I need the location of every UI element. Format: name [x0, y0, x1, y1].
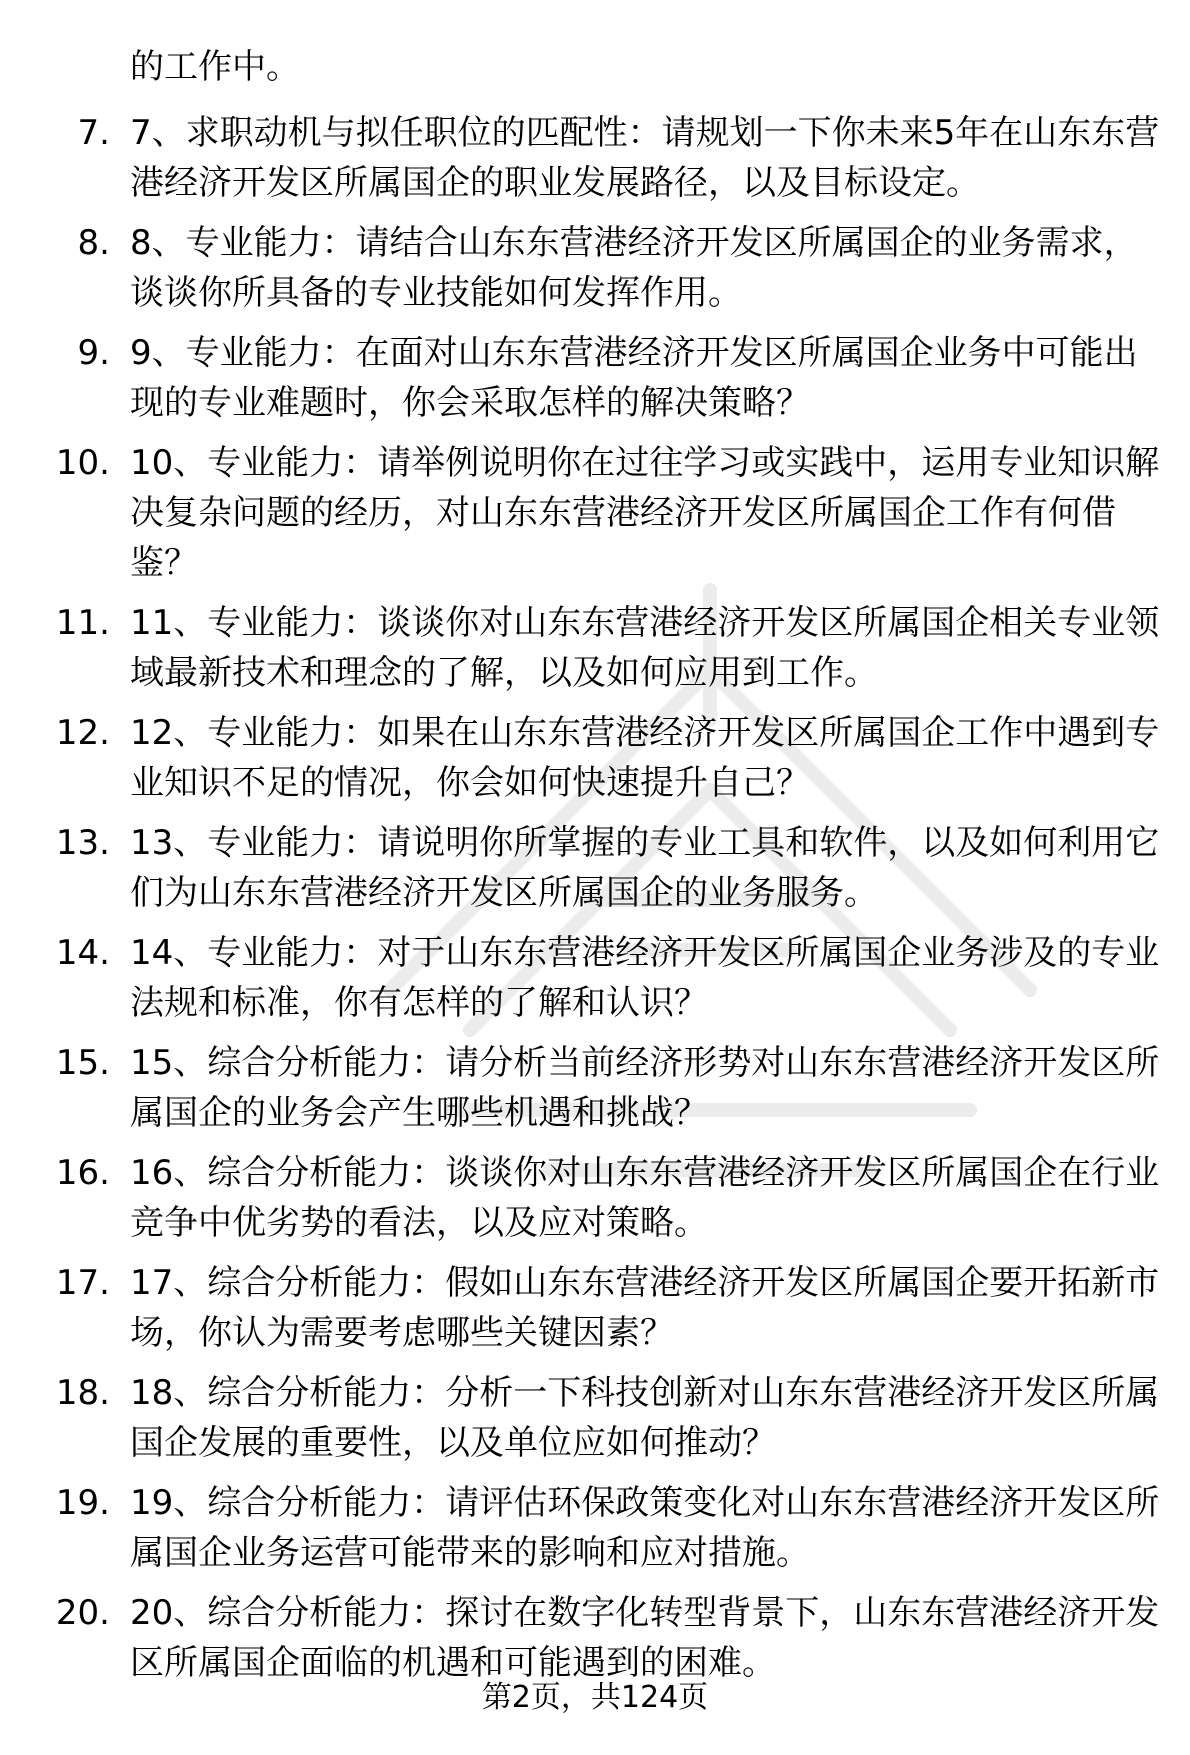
list-item-text: 17、综合分析能力：假如山东东营港经济开发区所属国企要开拓新市场，你认为需要考虑哪些关键因素？ — [130, 1263, 1160, 1353]
list-item-text: 19、综合分析能力：请评估环保政策变化对山东东营港经济开发区所属国企业务运营可能带来的影响和应对措施。 — [130, 1483, 1160, 1573]
list-item-text: 20、综合分析能力：探讨在数字化转型背景下，山东东营港经济开发区所属国企面临的机遇和可能遇到的困难。 — [130, 1593, 1160, 1683]
list-item — [0, 598, 1190, 698]
list-item-number: 15. — [55, 1043, 110, 1083]
list-item-number: 14. — [55, 933, 110, 973]
list-item-text: 10、专业能力：请举例说明你在过往学习或实践中，运用专业知识解决复杂问题的经历，对山东东营港经济开发区所属国企工作有何借鉴？ — [130, 443, 1160, 583]
list-item-number: 19. — [55, 1483, 110, 1523]
list-item — [0, 1148, 1190, 1248]
list-item — [0, 438, 1190, 588]
list-item — [0, 108, 1190, 208]
list-item-number: 8. — [77, 223, 110, 263]
list-item — [0, 1258, 1190, 1358]
list-item — [0, 818, 1190, 918]
list-item-text: 13、专业能力：请说明你所掌握的专业工具和软件，以及如何利用它们为山东东营港经济开发区所属国企的业务服务。 — [130, 823, 1160, 913]
list-item-text: 7、求职动机与拟任职位的匹配性：请规划一下你未来5年在山东东营港经济开发区所属国企的职业发展路径，以及目标设定。 — [130, 113, 1160, 203]
page-number: 第2页，共124页 — [481, 1680, 709, 1715]
list-item-text: 9、专业能力：在面对山东东营港经济开发区所属国企业务中可能出现的专业难题时，你会采取怎样的解决策略？ — [130, 333, 1138, 423]
list-item-number: 10. — [55, 443, 110, 483]
list-item-number: 17. — [55, 1263, 110, 1303]
list-item-text: 8、专业能力：请结合山东东营港经济开发区所属国企的业务需求，谈谈你所具备的专业技能如何发挥作用。 — [130, 223, 1138, 313]
question-list — [0, 108, 1190, 1698]
list-item — [0, 1478, 1190, 1578]
list-item — [0, 218, 1190, 318]
list-item-number: 16. — [55, 1153, 110, 1193]
list-item-number: 11. — [55, 603, 110, 643]
list-item — [0, 708, 1190, 808]
list-item — [0, 1588, 1190, 1688]
list-item-number: 18. — [55, 1373, 110, 1413]
list-item-text: 11、专业能力：谈谈你对山东东营港经济开发区所属国企相关专业领域最新技术和理念的了解，以及如何应用到工作。 — [130, 603, 1160, 693]
list-item-text: 16、综合分析能力：谈谈你对山东东营港经济开发区所属国企在行业竞争中优劣势的看法，以及应对策略。 — [130, 1153, 1160, 1243]
list-item-number: 13. — [55, 823, 110, 863]
list-item-number: 9. — [77, 333, 110, 373]
list-item-text: 12、专业能力：如果在山东东营港经济开发区所属国企工作中遇到专业知识不足的情况，你会如何快速提升自己？ — [130, 713, 1160, 803]
list-item-number: 20. — [55, 1593, 110, 1633]
list-item — [0, 1368, 1190, 1468]
list-item-number: 7. — [77, 113, 110, 153]
list-item — [0, 928, 1190, 1028]
list-item-number: 12. — [55, 713, 110, 753]
list-item — [0, 1038, 1190, 1138]
continuation-text: 的工作中。 — [130, 47, 300, 87]
list-item-text: 15、综合分析能力：请分析当前经济形势对山东东营港经济开发区所属国企的业务会产生哪些机遇和挑战？ — [130, 1043, 1160, 1133]
list-item-text: 14、专业能力：对于山东东营港经济开发区所属国企业务涉及的专业法规和标准，你有怎样的了解和认识？ — [130, 933, 1160, 1023]
list-item — [0, 328, 1190, 428]
list-item-text: 18、综合分析能力：分析一下科技创新对山东东营港经济开发区所属国企发展的重要性，以及单位应如何推动？ — [130, 1373, 1160, 1463]
